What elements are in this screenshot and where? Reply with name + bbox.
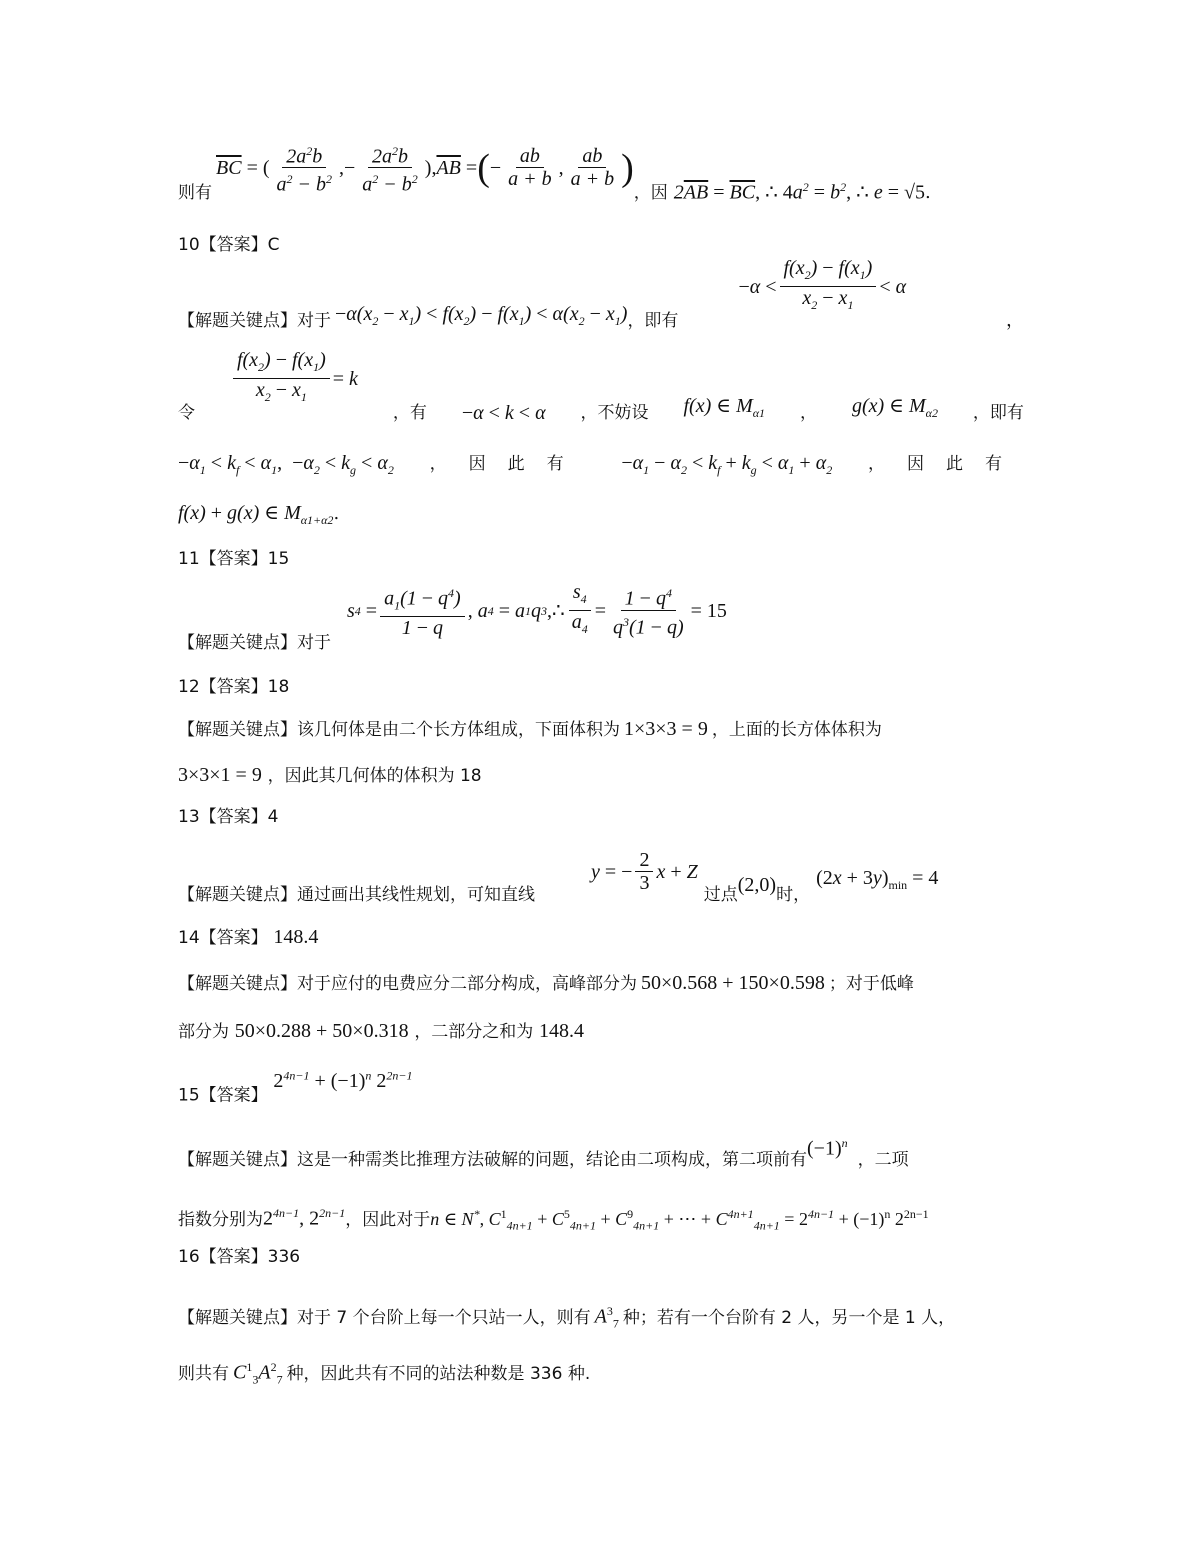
answer-10-solution-line4 [178,500,1024,533]
answer-label: 15【答案】 [178,1085,268,1106]
formula-combination: $C^1_3A^2_7$ [233,1360,283,1387]
text-mid: ，因 [633,183,668,203]
formula-eccentricity: $2\overline{AB} = \overline{BC}$, ∴ $4a^2 = b^2$, ∴ e = √5 [673,180,925,204]
formula-offpeak-cost: 50×0.288 + 50×0.318 [234,1020,409,1042]
answer-12-heading: 12【答案】18 [178,677,290,697]
text-label: 【解题关键点】对于应付的电费应分二部分构成，高峰部分为 [178,974,637,994]
answer-10-heading: 10【答案】C [178,235,280,255]
text-label: 【解题关键点】该几何体是由二个长方体组成，下面体积为 [178,720,620,740]
text-part: ，即有 [972,403,1024,423]
text-end: 种，因此共有不同的站法种数是 336 种. [286,1363,591,1384]
text-label: 【解题关键点】对于 7 个台阶上每一个只站一人，则有 [178,1307,591,1328]
text-mid2: 时， [776,885,811,905]
formula-g-in-M: g(x) ∈ $M_{\alpha 2}$ [851,395,938,420]
text-label: 部分为 [178,1022,229,1042]
formula-sum-bounds: $-\alpha_1 - \alpha_2 < k_f + k_g < \alpha_1 + \alpha_2$ [621,452,833,477]
answer-9-conclusion [178,143,1024,206]
formula-sign-factor: $(-1)^n$ [807,1136,848,1160]
text-label: 指数分别为 [178,1209,263,1230]
text-end: ；对于低峰 [828,974,914,994]
answer-12-solution-line1 [178,716,1024,743]
formula-binomial-sum: n ∈ N*, $C^1_{4n+1} + C^5_{4n+1} + C^9_{4n+1}$ + ⋯ + $C^{4n+1}_{4n+1} = 2^{4n-1} + (-1)^n$ $2^{2n-1}$ [430,1206,929,1233]
text-end: ， [1006,310,1024,331]
text-label: 则有 [178,183,212,203]
text-label: 【解题关键点】对于 [178,633,331,653]
answer-15-solution-line1 [178,1136,1024,1173]
formula-arrangement: $A^3_7$ [594,1304,619,1331]
formula-point: (2,0) [737,874,777,896]
formula-geometric-ratio: s 4 = $\frac{a_1(1 - q^4)}{1 - q}$ , a 4 = a 1 q 3 ,∴ $\frac{s_4}{a_4}$ = $\frac{1 - q^4}{q^3(1 - q)}$ = 15 [347,581,727,640]
text-part: ，因此有 [867,454,1024,474]
text-mid: ，二部分之和为 [414,1022,534,1042]
answer-14-solution-line2 [178,1018,1024,1045]
formula-total: 148.4 [539,1020,585,1042]
answer-10-solution-line3 [178,450,1024,483]
answer-14-solution-line1 [178,970,1024,997]
formula-k-definition: $\frac{f(x_2) - f(x_1)}{x_2 - x_1}$ = k [230,349,358,408]
answer-15-heading [178,1068,1024,1109]
answer-12-solution-line2 [178,762,1024,789]
answer-16-heading: 16【答案】336 [178,1247,301,1267]
text-label: 【解题关键点】通过画出其线性规划，可知直线 [178,885,535,905]
text-part: ， [800,403,817,423]
text-label: 【解题关键点】这是一种需类比推理方法破解的问题，结论由二项构成，第二项前有 [178,1149,807,1170]
formula-conclusion: f(x) + g(x) ∈ $M_{\alpha 1+\alpha 2}$ [178,502,334,527]
answer-16-solution-line1 [178,1298,1024,1337]
text-mid: ，因此对于 [345,1209,431,1230]
formula-f-in-M: f(x) ∈ $M_{\alpha 1}$ [683,395,766,420]
answer-11-solution [178,581,1024,656]
formula-exponents: $2^{4n-1}$, $2^{2n-1}$ [263,1206,346,1230]
text-part: ，因此有 [429,454,586,474]
formula-k-bounds: $-\alpha_1 < k_f < \alpha_1$, $-\alpha_2 < k_g < \alpha_2$ [178,452,394,477]
formula-slope-bound: − α < $\frac{f(x_2) - f(x_1)}{x_2 - x_1}$ < α [738,257,907,312]
formula-peak-cost: 50×0.568 + 150×0.598 [641,972,825,994]
formula-lower-volume: 1×3×3 = 9 [624,718,708,740]
formula-min-value: $(2x + 3y)_{min} = 4$ [816,867,939,892]
answer-14-heading [178,924,1024,951]
formula-upper-volume: 3×3×1 = 9 [178,764,262,786]
formula-inequality: $-\alpha(x_2 - x_1) < f(x_2) - f(x_1) < \alpha(x_2 - x_1)$ [335,303,628,328]
text-end: 种；若有一个台阶有 2 人，另一个是 1 人， [622,1307,956,1328]
text-end: . [333,503,340,524]
text-end: ，上面的长方体体积为 [711,720,882,740]
answer-13-solution [178,846,1024,908]
formula-answer-value: 148.4 [273,926,319,948]
answer-15-solution-line2 [178,1200,1024,1238]
text-label: 则共有 [178,1363,229,1384]
formula-k-range: −α < k < α [461,402,546,424]
text-mid: ，即有 [627,311,679,331]
answer-16-solution-line2 [178,1354,1024,1393]
answer-10-solution-line2 [178,349,1024,426]
text-mid: 过点 [703,885,738,905]
text-end: . [924,182,931,203]
text-part: 令 [178,403,195,423]
answer-10-solution-line1 [178,257,1024,334]
answer-11-heading: 11【答案】15 [178,549,290,569]
formula-line-equation: y = − $\frac{2}{3}$ x + Z [591,849,698,894]
text-end: ，因此其几何体的体积为 18 [267,766,482,786]
text-label: 【解题关键点】对于 [178,311,331,331]
text-part: ，不妨设 [580,403,649,423]
text-end: ，二项 [857,1149,909,1170]
text-part: ，有 [392,403,427,423]
answer-label: 14【答案】 [178,928,268,948]
formula-answer-value: $2^{4n-1} + (-1)^n$ $2^{2n-1}$ [273,1068,413,1092]
formula-vectors: $\overline{BC}$ = ( $\frac{2a^2b}{a^2 - b^2}$ , − $\frac{2a^2b}{a^2 - b^2}$ ), $\overline{AB}$ = ( − $\frac{ab}{a + b}$ , $\frac{ab}{a + b}$ ) [216,140,634,196]
answer-13-heading: 13【答案】4 [178,807,279,827]
